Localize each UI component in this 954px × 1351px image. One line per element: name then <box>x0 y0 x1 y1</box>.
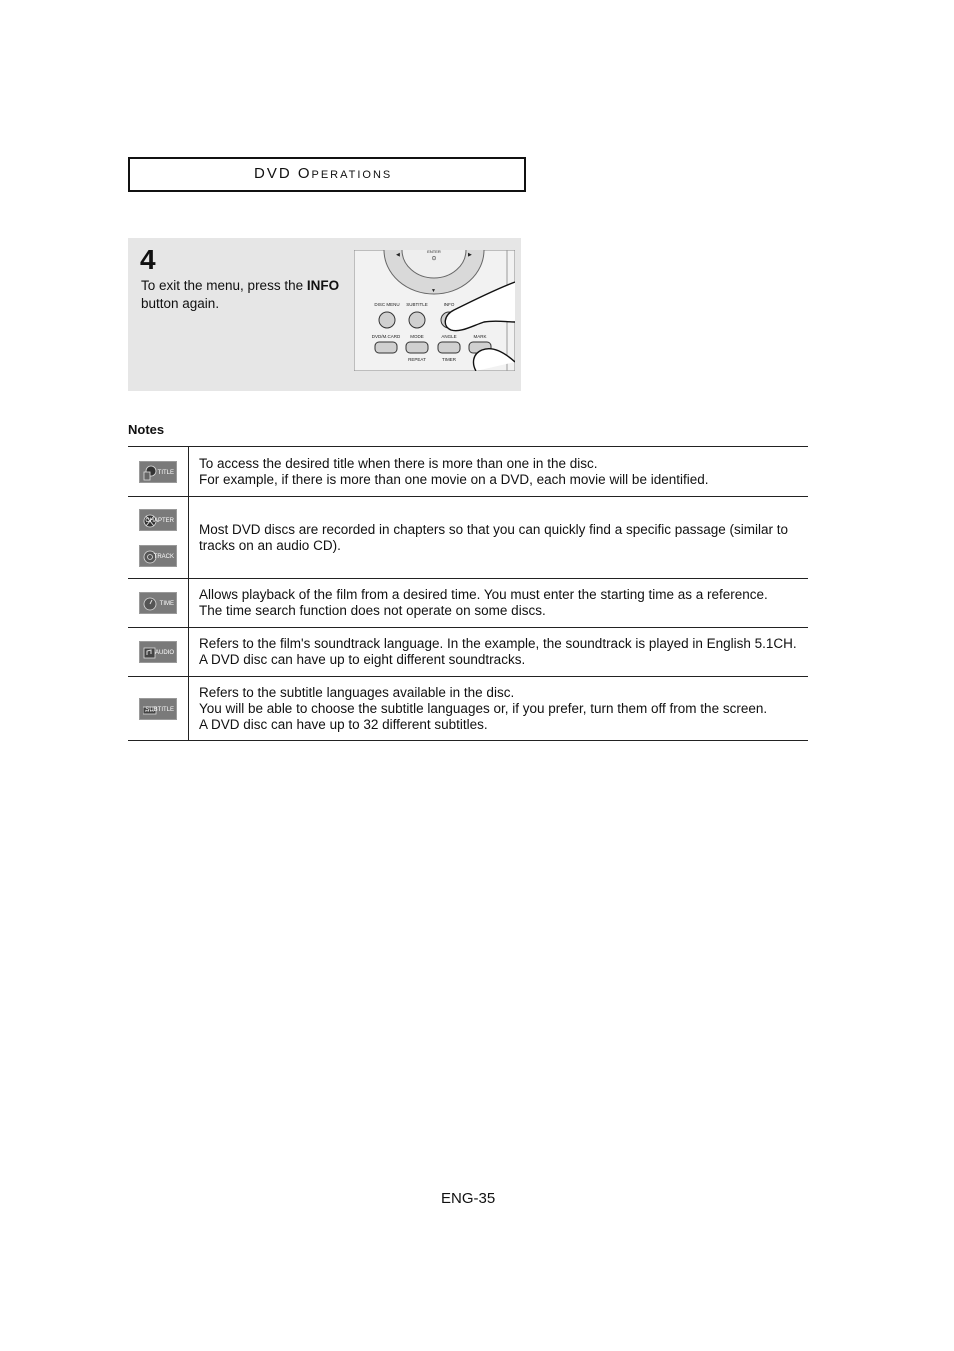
step-text-after: button again. <box>141 296 220 311</box>
step-text-before: To exit the menu, press the <box>141 278 307 293</box>
chapter-icon <box>139 509 177 531</box>
disc-menu-button <box>379 312 395 328</box>
angle-label: ANGLE <box>441 334 457 339</box>
note-line: For example, if there is more than one movie on a DVD, each movie will be identified. <box>199 471 709 487</box>
note-text <box>189 579 809 628</box>
icon-cell <box>128 579 189 628</box>
table-row <box>128 579 808 628</box>
note-line: Most DVD discs are recorded in chapters so that you can quickly find a specific passage (similar to tracks on an audio CD). <box>199 521 789 553</box>
table-row <box>128 628 808 677</box>
table-row <box>128 447 808 497</box>
remote-control-illustration <box>354 250 515 371</box>
table-row <box>128 497 808 579</box>
note-line: Refers to the subtitle languages available in the disc. <box>199 684 515 700</box>
dvd-card-label: DVD/M.CARD <box>371 334 401 339</box>
down-arrow-icon: ▼ <box>431 288 436 294</box>
track-icon <box>139 545 177 567</box>
right-arrow-icon: ▶ <box>468 252 472 258</box>
section-header <box>128 157 526 192</box>
subtitle-icon <box>139 698 177 720</box>
note-line: Refers to the film's soundtrack language. In the example, the soundtrack is played in English 5.1CH. <box>199 636 797 651</box>
left-arrow-icon: ◀ <box>396 252 400 258</box>
repeat-label: REPEAT <box>408 357 426 362</box>
dvd-card-button <box>375 342 397 353</box>
notes-title: Notes <box>128 422 165 437</box>
angle-button <box>438 342 460 353</box>
info-label: INFO <box>443 302 455 307</box>
step-box <box>128 238 521 391</box>
time-icon <box>139 592 177 614</box>
title-icon <box>139 461 177 483</box>
note-text <box>189 628 809 677</box>
icon-cell <box>128 628 189 677</box>
mode-label: MODE <box>410 334 424 339</box>
note-line: To access the desired title when there is more than one in the disc. <box>199 455 598 471</box>
section-title: DVD Operations <box>254 165 393 182</box>
mode-button <box>406 342 428 353</box>
icon-cell <box>128 677 189 741</box>
subtitle-icon-label: SUBTITLE <box>145 706 174 713</box>
icon-cell <box>128 497 189 579</box>
note-text <box>189 497 809 579</box>
timer-label: TIMER <box>442 357 456 362</box>
note-text <box>189 677 809 741</box>
title-icon-label: TITLE <box>157 469 174 476</box>
page-number: ENG-35 <box>441 1190 496 1207</box>
step-number: 4 <box>140 244 156 275</box>
note-text <box>189 447 809 497</box>
subtitle-label: SUBTITLE <box>406 302 428 307</box>
step-instruction <box>141 277 341 313</box>
icon-cell <box>128 447 189 497</box>
track-icon-label: TRACK <box>153 553 174 560</box>
time-icon-label: TIME <box>159 601 174 607</box>
chapter-icon-label: CHAPTER <box>145 517 174 524</box>
audio-icon-label: AUDIO <box>154 650 174 656</box>
table-row <box>128 677 808 741</box>
note-line: The time search function does not operate on some discs. <box>199 603 546 618</box>
note-line: You will be able to choose the subtitle languages or, if you prefer, turn them off from the screen. <box>199 700 768 716</box>
step-text-bold: INFO <box>306 278 340 293</box>
note-line: A DVD disc can have up to 32 different subtitles. <box>199 716 488 732</box>
disc-menu-label: DISC MENU <box>374 302 400 307</box>
notes-table <box>128 446 808 741</box>
audio-icon <box>139 641 177 663</box>
play-pause-icon: ⊙ <box>431 256 437 262</box>
subtitle-button <box>409 312 425 328</box>
note-line: Allows playback of the film from a desired time. You must enter the starting time as a reference. <box>199 587 768 602</box>
enter-label: ENTER <box>427 250 441 254</box>
mark-label: MARK <box>473 334 487 339</box>
note-line: A DVD disc can have up to eight different soundtracks. <box>199 652 526 667</box>
